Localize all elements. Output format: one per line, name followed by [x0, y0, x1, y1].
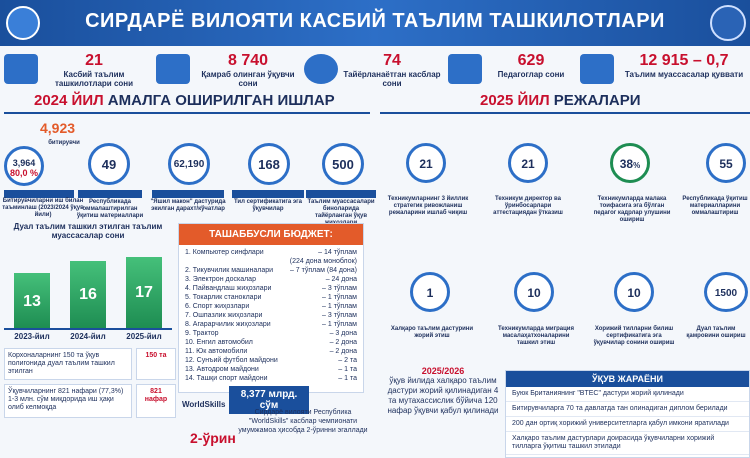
intl-program-caption: Халқаро таълим дастурини жорий этиш [390, 326, 474, 339]
trees-bar [152, 190, 224, 198]
budget-item: 14. Ташқи спорт майдони – 1 та [185, 375, 357, 382]
foreign-lang-caption: Хорижий тилларни билиш сертификатига эга ўқувчилар сонини ошириш [593, 326, 675, 346]
migration-caption: Техникумларда миграция масалаҳатхоналарини ташкил этиш [498, 326, 574, 346]
divider [4, 112, 370, 114]
section-2025-title: 2025 ЙИЛ РЕЖАЛАРИ [480, 92, 641, 109]
budget-item: 11. Юк автомобили – 2 дона [185, 348, 357, 355]
budget-item: 12. Сунъий футбол майдони – 2 та [185, 357, 357, 364]
dual-2025-value: 1500 [704, 272, 748, 312]
employment-bar [4, 190, 74, 198]
plan-block: 2025/2026 ўқув йилида халқаро таълим дастури жорий қилинадиган 4 та мутахассислик бўйича 120 нафар ўқувчи қабул қилинади [387, 366, 499, 415]
budget-item: 3. Электрон доскалар – 24 дона [185, 276, 357, 283]
learning-process-panel [505, 370, 750, 458]
learning-process-item: Битирувчиларга 70 та давлатда тан олинадиган диплом берилади [506, 402, 749, 417]
attestation-caption: Техникум директор ва ўринбосарлари аттестациядан ўтказиш [493, 196, 563, 216]
budget-item: 8. Агарарчилик жиҳозлари – 1 тўплам [185, 321, 357, 328]
trees-value: 62,190 [168, 143, 210, 185]
note-polygons-badge: 150 та [136, 348, 176, 380]
strategy-caption: Техникумларнинг 3 йиллик стратегик ривожланиш режаларини ишлаб чиқиш [387, 196, 469, 216]
budget-item: 9. Трактор – 3 дона [185, 330, 357, 337]
equipment-bar [306, 190, 376, 198]
stat-students [150, 50, 300, 90]
note-wages-badge: 821 нафар [136, 384, 176, 418]
budget-item: 10. Енгил автомобил – 2 дона [185, 339, 357, 346]
dual-axis-label: 2025-йил [126, 332, 162, 341]
materials-2025-caption: Республикада ўқитиш материалларини оммалаштириш [682, 196, 748, 216]
language-cert-value: 168 [248, 143, 290, 185]
divider [380, 112, 750, 114]
language-cert-bar [232, 190, 304, 198]
stat-label: Таълим муассасалар қуввати [624, 70, 744, 79]
dual-axis-label: 2024-йил [70, 332, 106, 341]
category-teachers-caption: Техникумларда малака тоифасига эга бўлган педагог кадрлар улушини ошириш [593, 196, 671, 223]
stat-value: 21 [85, 52, 103, 69]
note-wages: Ўқувчиларнинг 821 нафари (77,3%) 1-3 млн. сўм миқдорида иш ҳақи олиб келмоқда [4, 384, 132, 418]
category-teachers-value: 38% [610, 143, 650, 183]
dual-chart-axis [4, 332, 172, 342]
dual-bar: 16 [70, 261, 106, 328]
budget-item: 13. Автодром майдони – 1 та [185, 366, 357, 373]
strategy-value: 21 [406, 143, 446, 183]
people-group-icon [580, 54, 614, 84]
stat-professions [304, 50, 444, 90]
language-cert-caption: Тил сертификатига эга ўқувчилар [233, 199, 303, 212]
stat-value: 8 740 [227, 52, 269, 69]
dual-axis-label: 2023-йил [14, 332, 50, 341]
budget-title: ТАШАББУСЛИ БЮДЖЕТ: [179, 224, 363, 245]
budget-item: 5. Токарлик станоклари – 1 тўплам [185, 294, 357, 301]
gear-icon [304, 54, 338, 84]
dual-2025-caption: Дуал таълим қамровини ошириш [686, 326, 746, 339]
stat-capacity [580, 50, 748, 90]
stat-label: Тайёрланаётган касблар сони [343, 70, 441, 88]
stat-label: Касбий таълим ташкилотлари сони [54, 70, 134, 88]
employment-caption: Битирувчиларни иш билан таъминлаш (2023/2024 ўқув йили) [2, 198, 84, 218]
intl-program-value: 1 [410, 272, 450, 312]
attestation-value: 21 [508, 143, 548, 183]
migration-value: 10 [514, 272, 554, 312]
stat-organizations [4, 50, 144, 90]
materials-value: 49 [88, 143, 130, 185]
students-icon [156, 54, 190, 84]
equipment-value: 500 [322, 143, 364, 185]
state-emblem-icon [710, 5, 746, 41]
school-icon [4, 54, 38, 84]
stat-label: Қамраб олинган ўқувчи сони [201, 70, 295, 88]
stat-label: Педагоглар сони [497, 70, 565, 79]
materials-caption: Республикада оммалаштирилган ўқитиш материаллари [76, 199, 144, 219]
teachers-icon [448, 54, 482, 84]
stat-value: 12 915 – 0,7 [639, 52, 729, 69]
dual-bar: 17 [126, 257, 162, 328]
dual-bar: 13 [14, 273, 50, 328]
budget-item: 2. Тикувчилик машиналари – 7 тўплам (84 дона) [185, 267, 357, 274]
stat-value: 629 [517, 52, 545, 69]
note-polygons: Корхоналарнинг 150 та ўқув полигонида дуал таълим ташкил этилган [4, 348, 132, 380]
budget-item: 4. Пайвандлаш жиҳозлари – 3 тўплам [185, 285, 357, 292]
learning-process-item: Халқаро таълим дастурлари доирасида ўқувчиларни хорижий тилларга ўқитиш ташкил этилади [506, 432, 749, 455]
dual-chart [4, 246, 172, 330]
foreign-lang-value: 10 [614, 272, 654, 312]
budget-list [179, 245, 363, 386]
graduates-value: 4,923 [40, 120, 76, 136]
budget-item: 1. Компьютер синфлари – 14 тўплам [185, 249, 357, 256]
budget-item: (224 дона моноблок) [289, 258, 357, 265]
graduates-caption: битирувчи [48, 140, 80, 146]
learning-process-item: Буюк Британиянинг "BTEC" дастури жорий қилинади [506, 387, 749, 402]
employment-gauge: 3,964 80,0 % [4, 146, 44, 186]
header [0, 0, 750, 46]
learning-process-item: 200 дан ортиқ хорижий университетларга қабул имкони яратилади [506, 417, 749, 432]
dual-chart-title: Дуал таълим ташкил этилган таълим муассасалар сони [13, 222, 163, 240]
learning-process-title: ЎҚУВ ЖАРАЁНИ [506, 371, 749, 387]
materials-bar [78, 190, 142, 198]
stat-teachers [444, 50, 574, 90]
worldskills-logo: WorldSkills [182, 400, 226, 409]
page-title: СИРДАРЁ ВИЛОЯТИ КАСБИЙ ТАЪЛИМ ТАШКИЛОТЛАРИ [85, 10, 665, 32]
budget-total: 8,377 млрд. сўм [229, 386, 309, 414]
trees-caption: "Яшил макон" дастурида экилган дарахт/кўчатлар [150, 199, 226, 212]
worldskills-place: 2-ўрин [190, 430, 236, 446]
stat-value: 74 [383, 52, 401, 69]
agency-logo-icon [6, 6, 40, 40]
section-2024-title: 2024 ЙИЛ АМАЛГА ОШИРИЛГАН ИШЛАР [34, 92, 335, 109]
budget-item: 6. Спорт жиҳозлари – 1 тўплам [185, 303, 357, 310]
materials-2025-value: 55 [706, 143, 746, 183]
budget-item: 7. Ошпазлик жиҳозлари – 3 тўплам [185, 312, 357, 319]
equipment-caption: Таълим муассасалари биноларида тайёрланган ўқув [307, 199, 375, 219]
learning-process-list [506, 387, 749, 455]
worldskills-text: Сирдарё вилояти Республика "WorldSkills" касблар чемпионати умумжамоа ҳисобда 2-ўринни эгаллади [238, 409, 368, 434]
